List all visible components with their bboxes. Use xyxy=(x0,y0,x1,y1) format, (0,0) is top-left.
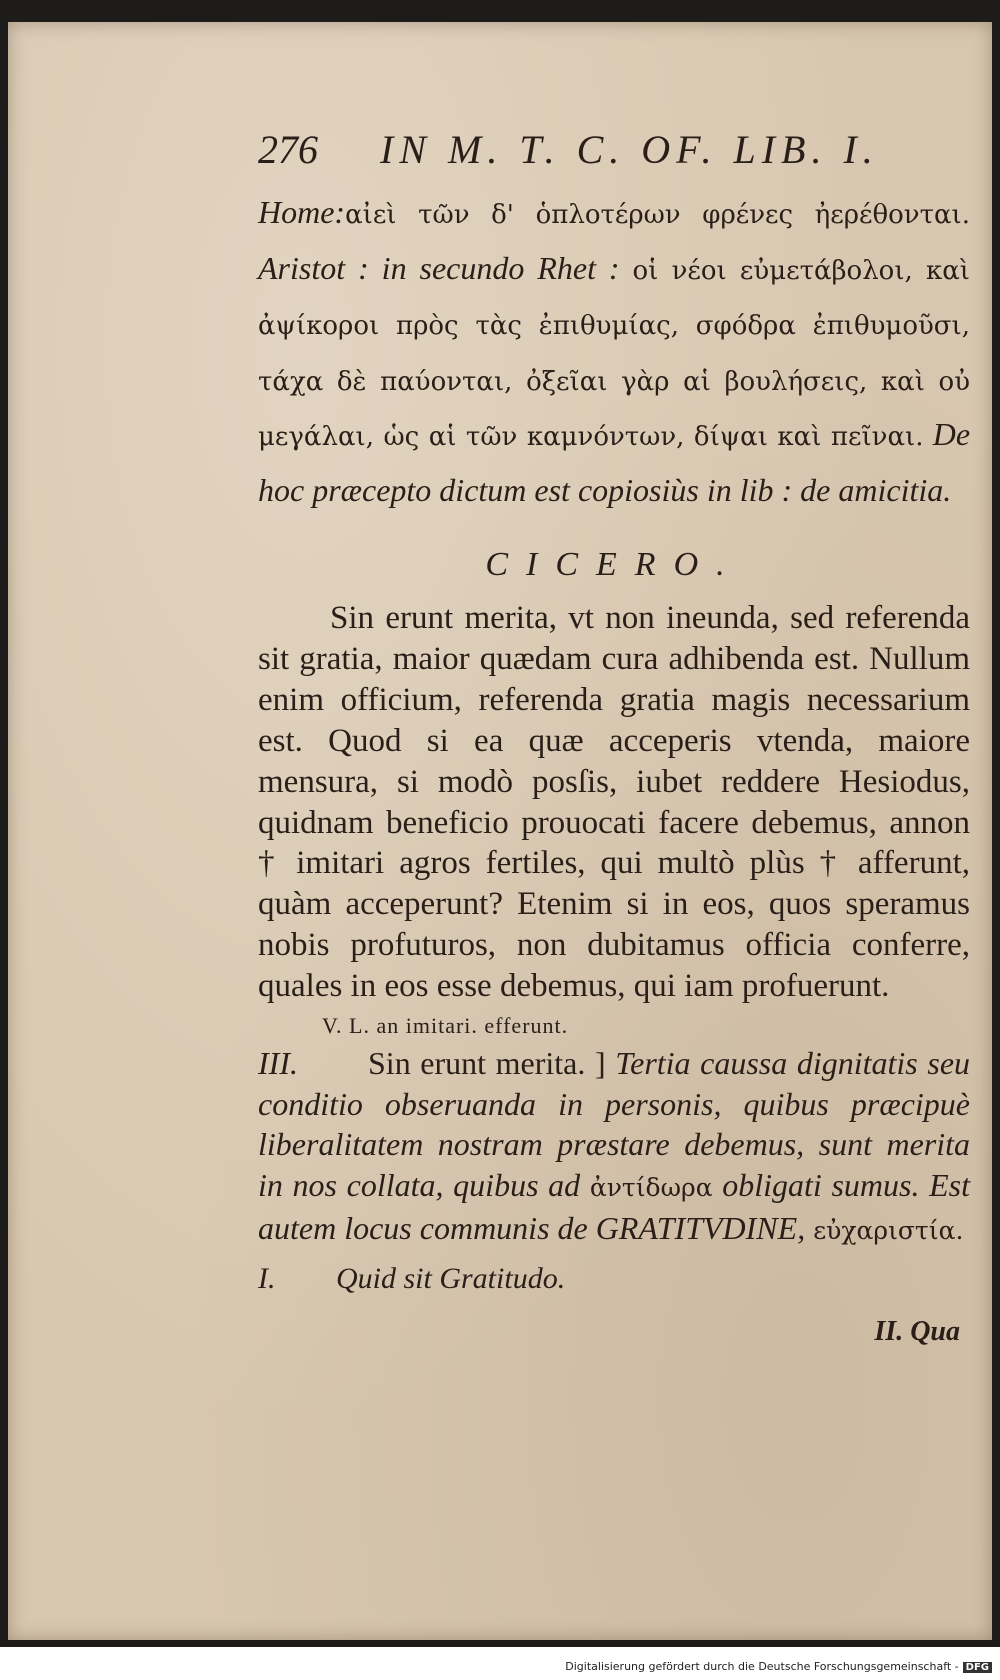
commentary-lemma: Sin erunt merita. ] xyxy=(368,1045,606,1082)
subsection-number: I. xyxy=(258,1261,276,1295)
running-title: IN M. T. C. OF. LIB. I. xyxy=(380,127,879,172)
page-number: 276 xyxy=(258,127,318,172)
section-heading: CICERO. xyxy=(485,546,743,583)
digitization-footer xyxy=(0,1660,992,1673)
variant-readings: V. L. an imitari. efferunt. xyxy=(322,1013,569,1039)
page-text-block xyxy=(258,126,970,1348)
commentary-number: III. xyxy=(258,1045,298,1082)
subsection-title: Quid sit Gratitudo. xyxy=(336,1261,566,1295)
commentary-note xyxy=(258,186,970,516)
homer-quote-greek: αἰεὶ τῶν δ' ὁπλοτέρων φρένες ἠερέθονται. xyxy=(345,200,970,230)
footer-text: Digitalisierung gefördert durch die Deutsche Forschungsgemeinschaft - xyxy=(565,1660,959,1673)
commentary-greek-word: ἀντίδωρα xyxy=(589,1172,713,1202)
subsection-heading xyxy=(258,1262,970,1302)
aristotle-quote-greek: οἱ νέοι εὐμετάβολοι, καὶ ἀψίκοροι πρὸς τὰς ἐπιθυμίας, σφόδρα ἐπιθυμοῦσι, τάχα δὲ παύονται, ὀξεῖαι γὰρ αἱ βουλήσεις, καὶ οὐ μεγάλαι, ὡς αἱ τῶν καμνόντων, δίψαι καὶ πεῖναι. xyxy=(258,255,971,452)
commentary-text: Tertia caussa dignitatis seu conditio obseruanda in personis, quibus præcipuè liberalitatem nostram præstare debemus, sunt merita in nos collata, quibus ad xyxy=(258,1045,971,1203)
note-latin-tail: De hoc præcepto dictum est copiosiùs in lib : de amicitia. xyxy=(258,416,971,508)
catchword: II. Qua xyxy=(874,1315,960,1347)
dfg-logo: DFG xyxy=(963,1662,992,1673)
commentary-greek-end: εὐχαριστία. xyxy=(813,1216,964,1246)
cicero-text: Sin erunt merita, vt non ineunda, sed referenda sit gratia, maior quædam cura adhibenda est. Nullum enim officium, referenda gratia magis necessarium est. Quod si ea quæ acceperis vtenda, maiore mensura, si modò posſis, iubet reddere Hesiodus, quidnam beneficio prouocati facere debemus, annon † imitari agros fertiles, qui multò plùs † afferunt, quàm acceperunt? Etenim si in eos, quos speramus nobis profuturos, non dubitamus officia conferre, quales in eos esse debemus, qui iam profuerunt. xyxy=(258,600,970,1005)
commentary-text-continued: obligati sumus. Est autem locus communis de GRATITVDINE, xyxy=(258,1166,971,1247)
aristotle-label: Aristot : in secundo Rhet : xyxy=(258,249,620,286)
homer-label: Home: xyxy=(258,194,346,230)
commentary-paragraph xyxy=(258,1043,970,1252)
running-header xyxy=(258,126,970,176)
